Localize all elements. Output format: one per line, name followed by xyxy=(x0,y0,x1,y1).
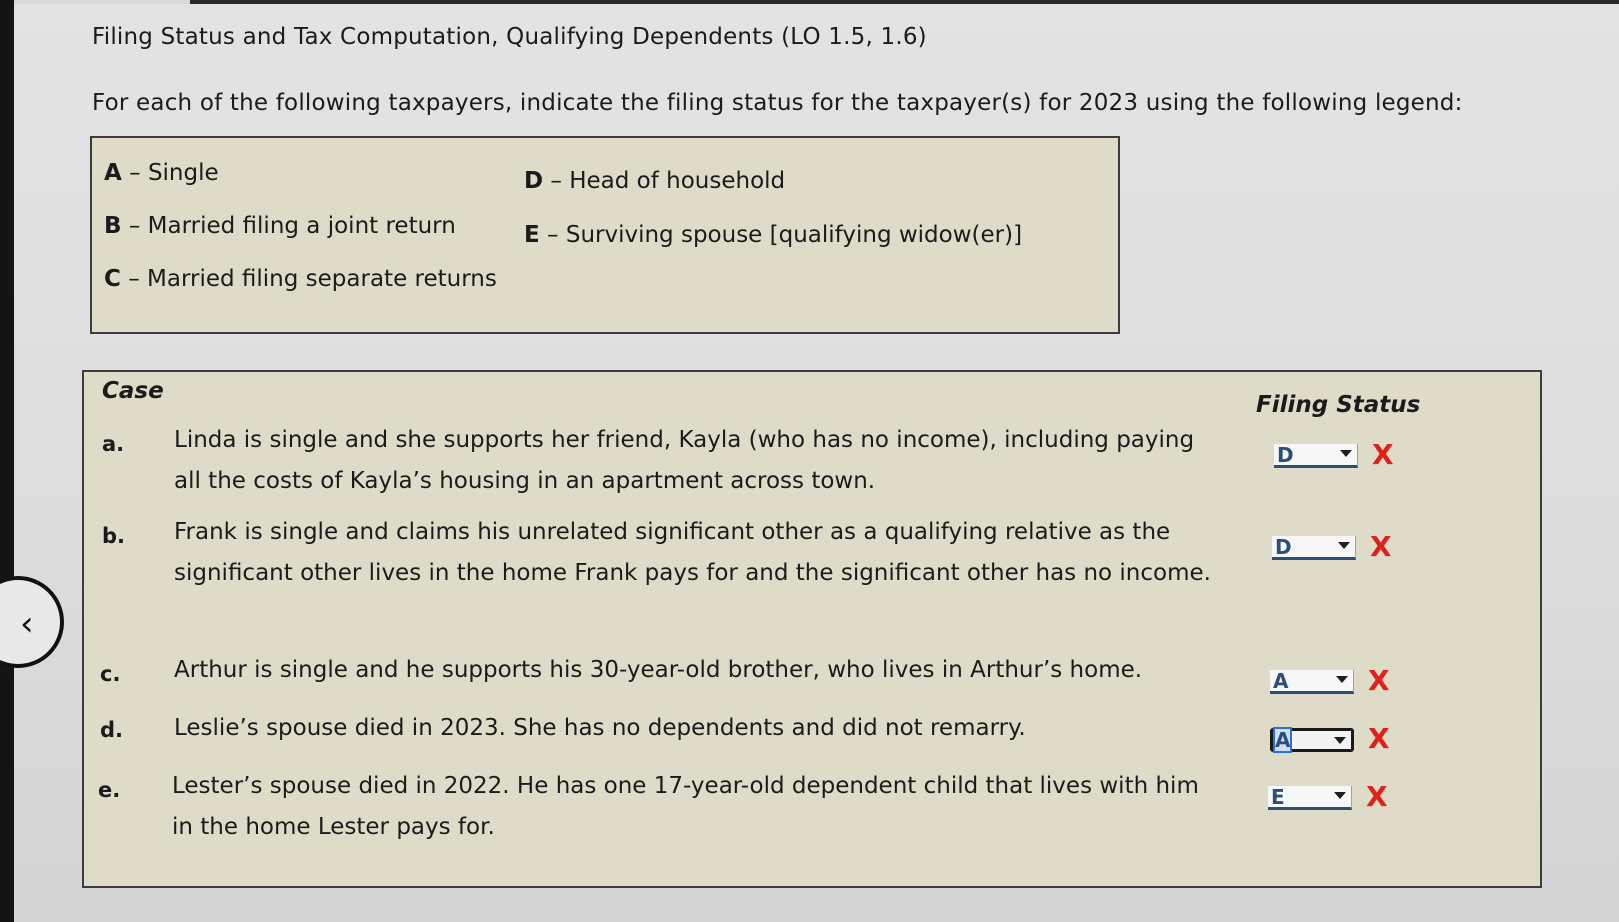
filing-status-select-e[interactable] xyxy=(1268,786,1352,810)
legend-item-c: C – Married filing separate returns xyxy=(104,266,497,292)
chevron-down-icon xyxy=(1338,542,1350,549)
filing-status-select-a[interactable] xyxy=(1274,444,1358,468)
chevron-down-icon xyxy=(1334,737,1346,744)
legend-item-b: B – Married filing a joint return xyxy=(104,213,456,239)
selected-value: D xyxy=(1275,535,1292,559)
case-letter-a: a. xyxy=(102,432,125,456)
question-title: Filing Status and Tax Computation, Qualifying Dependents (LO 1.5, 1.6) xyxy=(92,24,927,50)
back-button[interactable] xyxy=(0,576,64,668)
legend-item-e: E – Surviving spouse [qualifying widow(er)] xyxy=(524,222,1023,248)
chevron-down-icon xyxy=(1340,450,1352,457)
selected-value: A xyxy=(1275,728,1291,752)
chevron-left-icon: ‹ xyxy=(20,604,34,644)
selected-value: D xyxy=(1277,443,1294,467)
case-letter-d: d. xyxy=(100,718,124,742)
question-page xyxy=(14,4,1619,922)
incorrect-icon: X xyxy=(1368,664,1390,697)
filing-status-select-b[interactable] xyxy=(1272,536,1356,560)
case-text-e: Lester’s spouse died in 2022. He has one 17-year-old dependent child that lives with him in the home Lester pays for. xyxy=(172,773,1199,840)
case-text-a: Linda is single and she supports her friend, Kayla (who has no income), including paying all the costs of Kayla’s housing in an apartment across town. xyxy=(174,427,1195,494)
filing-status-select-c[interactable] xyxy=(1270,670,1354,694)
legend-box xyxy=(90,136,1120,334)
selected-value: E xyxy=(1271,785,1285,809)
case-letter-e: e. xyxy=(98,778,121,802)
incorrect-icon: X xyxy=(1372,438,1394,471)
case-text-c: Arthur is single and he supports his 30-year-old brother, who lives in Arthur’s home. xyxy=(174,657,1143,683)
filing-status-header: Filing Status xyxy=(1256,392,1421,418)
filing-status-select-d[interactable] xyxy=(1270,728,1354,752)
legend-item-d: D – Head of household xyxy=(524,168,786,194)
incorrect-icon: X xyxy=(1368,722,1390,755)
question-instructions: For each of the following taxpayers, indicate the filing status for the taxpayer(s) for 2023 using the following legend: xyxy=(92,90,1463,116)
screen-bezel-left xyxy=(0,0,14,922)
selected-value: A xyxy=(1273,669,1289,693)
chevron-down-icon xyxy=(1334,792,1346,799)
case-header: Case xyxy=(102,378,164,404)
incorrect-icon: X xyxy=(1366,780,1388,813)
incorrect-icon: X xyxy=(1370,530,1392,563)
case-text-d: Leslie’s spouse died in 2023. She has no dependents and did not remarry. xyxy=(174,715,1026,741)
chevron-down-icon xyxy=(1336,676,1348,683)
case-text-b: Frank is single and claims his unrelated significant other as a qualifying relative as the significant other lives in the home Frank pays for and the significant other has no income. xyxy=(174,519,1211,586)
case-letter-b: b. xyxy=(102,524,126,548)
case-letter-c: c. xyxy=(100,662,121,686)
legend-item-a: A – Single xyxy=(104,160,219,186)
case-table xyxy=(82,370,1542,888)
